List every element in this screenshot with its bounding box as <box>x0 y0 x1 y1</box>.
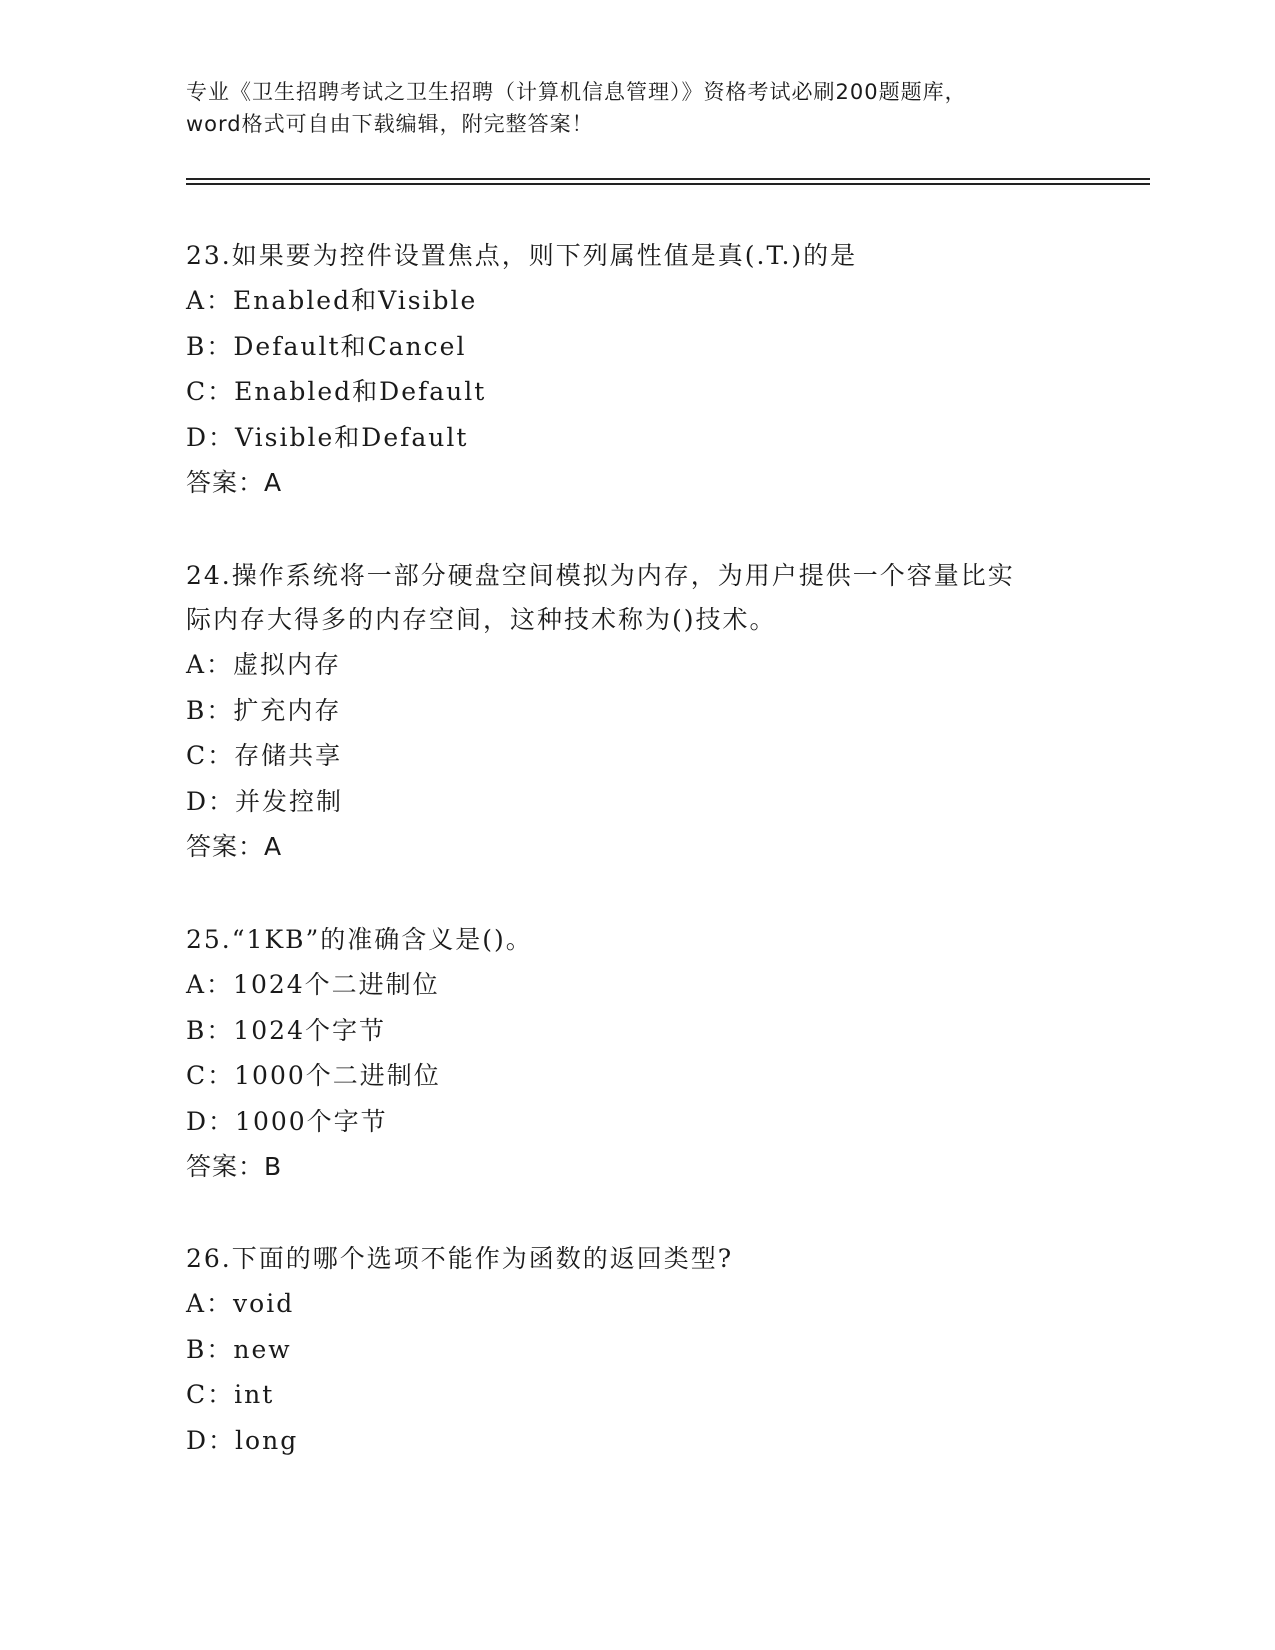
question-text: 23.如果要为控件设置焦点，则下列属性值是真(.T.)的是 <box>186 241 858 270</box>
option-d: D：long <box>186 1425 299 1455</box>
answer: 答案：A <box>186 832 283 861</box>
question-text-continued: 际内存大得多的内存空间，这种技术称为()技术。 <box>186 605 777 634</box>
option-c: C：1000个二进制位 <box>186 1061 441 1090</box>
answer: 答案：B <box>186 1152 283 1181</box>
question-text: 24.操作系统将一部分硬盘空间模拟为内存，为用户提供一个容量比实 <box>186 561 1015 590</box>
option-d: D：Visible和Default <box>186 422 469 452</box>
question-26 <box>186 1237 1086 1463</box>
option-a: A：Enabled和Visible <box>186 286 478 315</box>
option-b: B：扩充内存 <box>186 695 342 725</box>
option-a: A：1024个二进制位 <box>186 970 440 999</box>
answer: 答案：A <box>186 468 283 497</box>
option-c: C：Enabled和Default <box>186 377 487 406</box>
option-b: B：1024个字节 <box>186 1015 386 1045</box>
option-a: A：虚拟内存 <box>186 650 342 679</box>
question-24 <box>186 554 1086 869</box>
question-text: 26.下面的哪个选项不能作为函数的返回类型? <box>186 1244 734 1273</box>
header-title-line-2: word格式可自由下载编辑，附完整答案！ <box>186 112 594 136</box>
question-25 <box>186 918 1086 1189</box>
option-a: A：void <box>186 1289 295 1318</box>
header-divider-top <box>186 178 1150 180</box>
option-d: D：并发控制 <box>186 786 344 816</box>
document-header <box>186 76 1086 140</box>
header-title-line-1: 专业《卫生招聘考试之卫生招聘（计算机信息管理）》资格考试必刷200题题库， <box>186 80 967 104</box>
header-divider-bottom <box>186 183 1150 185</box>
option-b: B：Default和Cancel <box>186 331 467 361</box>
option-b: B：new <box>186 1334 292 1364</box>
option-c: C：存储共享 <box>186 741 343 770</box>
question-text: 25.“1KB”的准确含义是()。 <box>186 925 533 954</box>
option-d: D：1000个字节 <box>186 1106 388 1136</box>
question-23 <box>186 234 1086 505</box>
option-c: C：int <box>186 1380 275 1409</box>
